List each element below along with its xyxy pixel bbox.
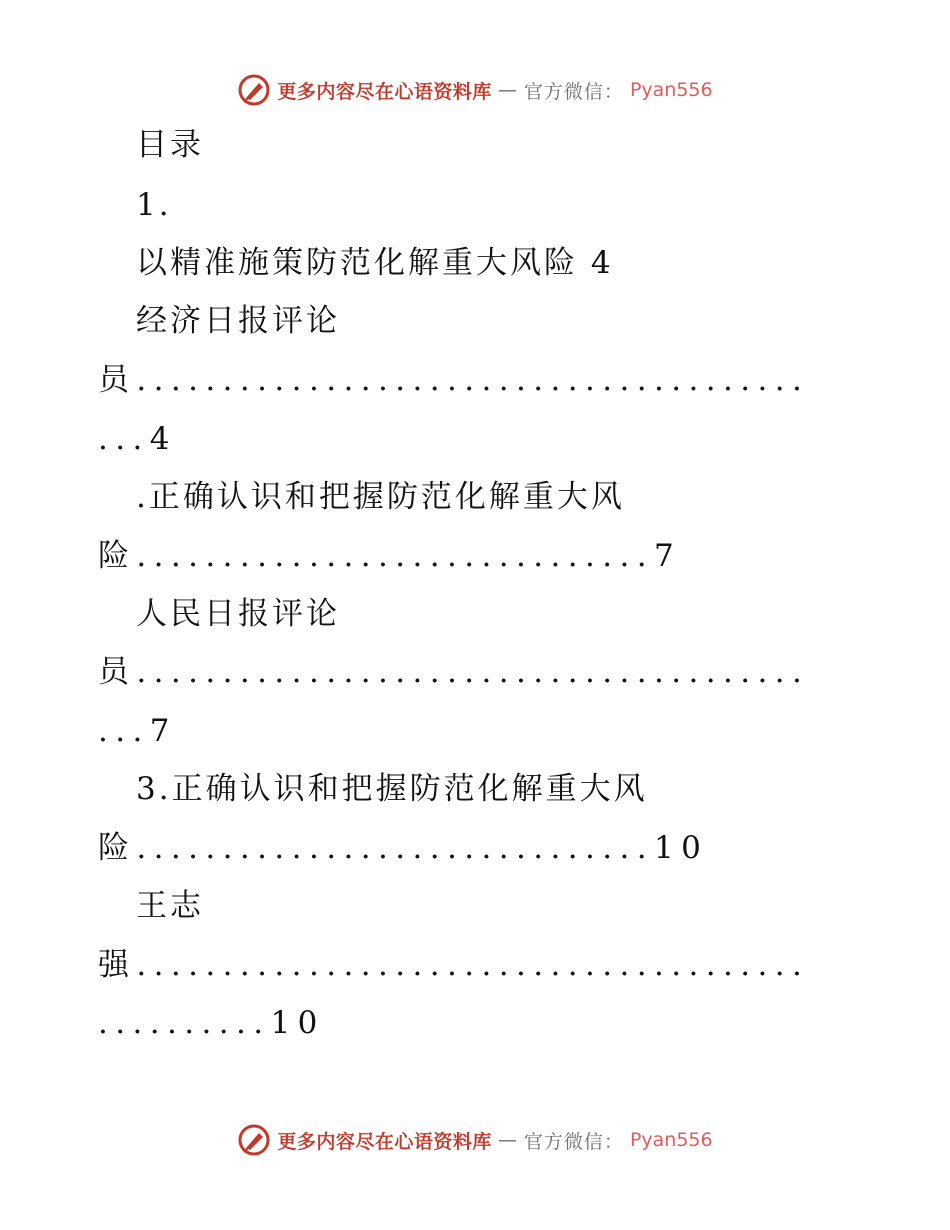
quill-logo-icon: [237, 73, 271, 107]
watermark-handle: Pyan556: [629, 1129, 713, 1151]
toc-line: 3.正确认识和把握防范化解重大风: [136, 771, 648, 807]
footer-watermark: [0, 1120, 950, 1160]
watermark-contact: 官方微信：: [523, 1130, 624, 1153]
toc-page-line: ...4: [98, 421, 177, 457]
toc-line: 人民日报评论: [136, 596, 340, 632]
watermark-separator: —: [497, 79, 518, 101]
toc-leader-line: 强.......................................: [98, 947, 810, 983]
toc-line: 1.: [136, 187, 172, 223]
watermark-text: 更多内容尽在心语资料库: [277, 80, 492, 103]
toc-line: 以精准施策防范化解重大风险 4: [136, 245, 614, 281]
watermark-separator: —: [497, 1129, 518, 1151]
toc-line: .正确认识和把握防范化解重大风: [136, 479, 625, 515]
watermark-handle: Pyan556: [629, 79, 713, 101]
toc-page-line: ...7: [98, 713, 177, 749]
watermark-text: 更多内容尽在心语资料库: [277, 1130, 492, 1153]
toc-leader-line: 险..............................7: [98, 538, 682, 574]
toc-leader-line: 险..............................10: [98, 830, 709, 866]
toc-line: 王志: [136, 888, 204, 924]
toc-leader-line: 员.......................................: [98, 362, 810, 398]
watermark-contact: 官方微信：: [523, 80, 624, 103]
toc-page-line: ..........10: [98, 1005, 325, 1041]
toc-title: 目录: [136, 127, 204, 163]
quill-logo-icon: [237, 1123, 271, 1157]
toc-line: 经济日报评论: [136, 303, 340, 339]
toc-leader-line: 员.......................................: [98, 654, 810, 690]
header-watermark: [0, 70, 950, 110]
